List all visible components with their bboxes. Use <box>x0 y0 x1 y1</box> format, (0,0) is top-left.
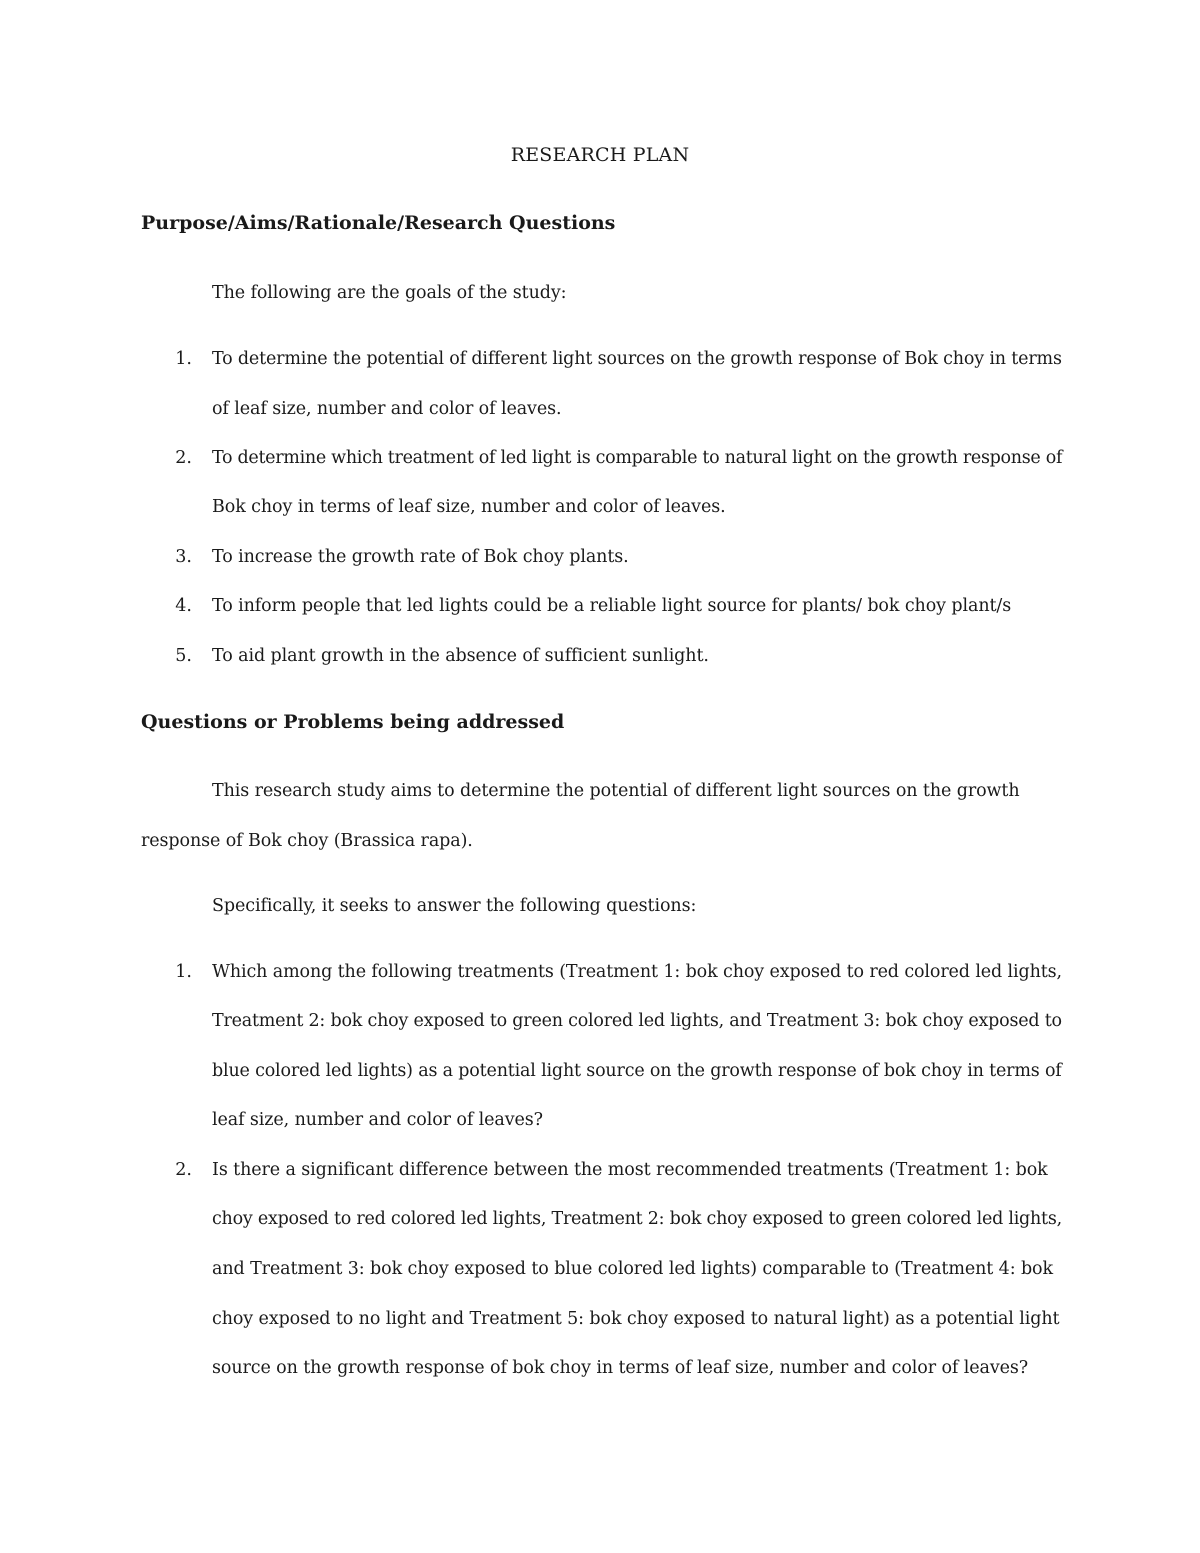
goal-line: of leaf size, number and color of leaves. <box>212 399 562 419</box>
goal-line: To increase the growth rate of Bok choy plants. <box>212 547 629 567</box>
paragraph-line: response of Bok choy (Brassica rapa). <box>141 831 473 851</box>
paragraph-line: This research study aims to determine the potential of different light sources on the growth <box>212 781 1020 801</box>
goal-line: To inform people that led lights could be a reliable light source for plants/ bok choy plant/s <box>212 596 1012 616</box>
question-number: 1. <box>175 962 192 982</box>
goal-number: 3. <box>175 547 192 567</box>
question-line: and Treatment 3: bok choy exposed to blue colored led lights) comparable to (Treatment 4: bok <box>212 1259 1053 1279</box>
goal-number: 1. <box>175 349 192 369</box>
goal-number: 5. <box>175 646 192 666</box>
question-line: choy exposed to no light and Treatment 5: bok choy exposed to natural light) as a potential light <box>212 1309 1060 1329</box>
question-line: blue colored led lights) as a potential light source on the growth response of bok choy in terms of <box>212 1061 1062 1081</box>
question-line: source on the growth response of bok choy in terms of leaf size, number and color of leaves? <box>212 1358 1029 1378</box>
goals-intro: The following are the goals of the study: <box>212 283 567 303</box>
question-line: Which among the following treatments (Treatment 1: bok choy exposed to red colored led lights, <box>212 962 1062 982</box>
questions-intro: Specifically, it seeks to answer the following questions: <box>212 896 697 916</box>
document-title: RESEARCH PLAN <box>510 144 690 166</box>
goal-line: To determine which treatment of led light is comparable to natural light on the growth response of <box>212 448 1063 468</box>
question-line: Is there a significant difference between the most recommended treatments (Treatment 1: bok <box>212 1160 1048 1180</box>
goal-line: Bok choy in terms of leaf size, number and color of leaves. <box>212 497 726 517</box>
goal-line: To determine the potential of different light sources on the growth response of Bok choy in terms <box>212 349 1062 369</box>
question-line: leaf size, number and color of leaves? <box>212 1110 543 1130</box>
question-number: 2. <box>175 1160 192 1180</box>
section-heading-purpose: Purpose/Aims/Rationale/Research Questions <box>141 212 616 234</box>
question-line: choy exposed to red colored led lights, Treatment 2: bok choy exposed to green colored led lights, <box>212 1209 1062 1229</box>
goal-number: 4. <box>175 596 192 616</box>
question-line: Treatment 2: bok choy exposed to green colored led lights, and Treatment 3: bok choy exposed to <box>212 1011 1062 1031</box>
section-heading-questions: Questions or Problems being addressed <box>141 711 565 733</box>
goal-line: To aid plant growth in the absence of sufficient sunlight. <box>212 646 709 666</box>
goal-number: 2. <box>175 448 192 468</box>
